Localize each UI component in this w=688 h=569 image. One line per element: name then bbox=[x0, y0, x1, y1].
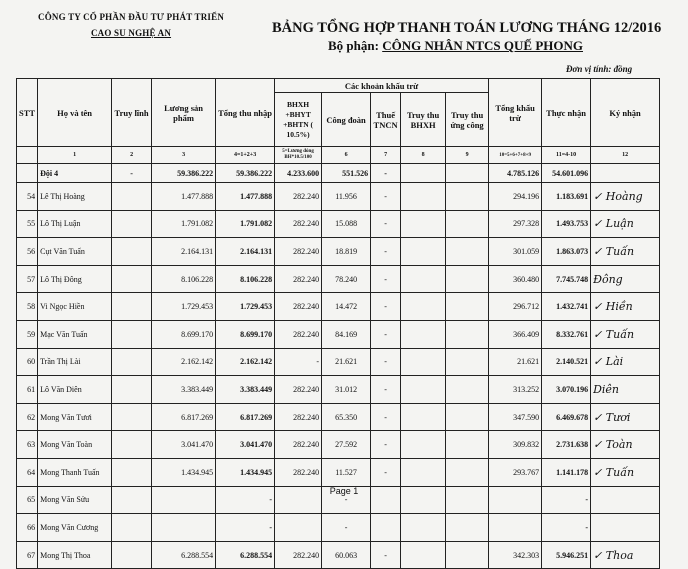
row-truy-thu-bhxh bbox=[401, 514, 446, 542]
group-truy-thu-ung bbox=[446, 164, 489, 183]
table-row bbox=[17, 265, 660, 293]
row-bhxh: 282.240 bbox=[275, 431, 322, 459]
row-thue: - bbox=[371, 183, 401, 211]
row-cong-doan: - bbox=[322, 486, 371, 514]
row-truy-linh bbox=[112, 376, 152, 404]
table-row bbox=[17, 403, 660, 431]
row-bhxh: 282.240 bbox=[275, 238, 322, 266]
row-tong: 6.817.269 bbox=[216, 403, 275, 431]
row-truy-thu-ung bbox=[446, 458, 489, 486]
row-name: Lê Thị Hoàng bbox=[38, 183, 112, 211]
header-luong-san-pham: Lương sản phẩm bbox=[152, 79, 216, 147]
row-name: Mạc Văn Tuấn bbox=[38, 320, 112, 348]
row-tong-khau-tru: 297.328 bbox=[489, 210, 542, 238]
row-thue: - bbox=[371, 403, 401, 431]
row-truy-thu-bhxh bbox=[401, 210, 446, 238]
row-tong: 3.383.449 bbox=[216, 376, 275, 404]
row-tong: - bbox=[216, 514, 275, 542]
row-cong-doan: 21.621 bbox=[322, 348, 371, 376]
row-bhxh: 282.240 bbox=[275, 541, 322, 569]
row-cong-doan: 11.527 bbox=[322, 458, 371, 486]
header-khau-tru-group: Các khoản khấu trừ bbox=[275, 79, 489, 93]
row-luong-sp: 1.434.945 bbox=[152, 458, 216, 486]
col-number: 3 bbox=[152, 147, 216, 164]
group-truy-linh: - bbox=[112, 164, 152, 183]
row-name: Mong Văn Tươi bbox=[38, 403, 112, 431]
row-luong-sp: 3.383.449 bbox=[152, 376, 216, 404]
row-thuc-nhan: 5.946.251 bbox=[542, 541, 591, 569]
row-thuc-nhan: - bbox=[542, 486, 591, 514]
row-name: Mong Văn Toàn bbox=[38, 431, 112, 459]
row-cong-doan: 15.088 bbox=[322, 210, 371, 238]
row-tong-khau-tru: 293.767 bbox=[489, 458, 542, 486]
row-tong-khau-tru: 342.303 bbox=[489, 541, 542, 569]
row-thue: - bbox=[371, 348, 401, 376]
row-signature bbox=[591, 514, 660, 542]
row-truy-thu-ung bbox=[446, 376, 489, 404]
col-number: 5=Lương đóng BH*10.5/100 bbox=[275, 147, 322, 164]
row-truy-thu-ung bbox=[446, 403, 489, 431]
header-cong-doan: Công đoàn bbox=[322, 93, 371, 147]
row-luong-sp: 6.817.269 bbox=[152, 403, 216, 431]
row-thue: - bbox=[371, 320, 401, 348]
table-row bbox=[17, 348, 660, 376]
row-luong-sp: 8.699.170 bbox=[152, 320, 216, 348]
row-cong-doan: 11.956 bbox=[322, 183, 371, 211]
row-signature: Đông bbox=[591, 265, 660, 293]
department-label: Bộ phận: bbox=[328, 38, 379, 53]
header-truy-thu-ung: Truy thu ứng công bbox=[446, 93, 489, 147]
row-truy-thu-ung bbox=[446, 514, 489, 542]
row-stt: 59 bbox=[17, 320, 38, 348]
group-row bbox=[17, 164, 660, 183]
row-tong-khau-tru: 360.480 bbox=[489, 265, 542, 293]
row-tong-khau-tru: 296.712 bbox=[489, 293, 542, 321]
row-tong: 1.729.453 bbox=[216, 293, 275, 321]
row-tong-khau-tru: 347.590 bbox=[489, 403, 542, 431]
row-truy-thu-bhxh bbox=[401, 541, 446, 569]
row-cong-doan: 31.012 bbox=[322, 376, 371, 404]
row-tong: 1.477.888 bbox=[216, 183, 275, 211]
row-bhxh: 282.240 bbox=[275, 293, 322, 321]
row-tong-khau-tru: 21.621 bbox=[489, 348, 542, 376]
row-truy-thu-ung bbox=[446, 265, 489, 293]
row-bhxh bbox=[275, 514, 322, 542]
header-ky-nhan: Ký nhận bbox=[591, 79, 660, 147]
row-tong: 2.162.142 bbox=[216, 348, 275, 376]
row-cong-doan: 65.350 bbox=[322, 403, 371, 431]
row-name: Mong Thanh Tuấn bbox=[38, 458, 112, 486]
row-luong-sp: 1.729.453 bbox=[152, 293, 216, 321]
row-truy-thu-ung bbox=[446, 431, 489, 459]
row-tong: 8.106.228 bbox=[216, 265, 275, 293]
header-truy-thu-bhxh: Truy thu BHXH bbox=[401, 93, 446, 147]
document-title: BẢNG TỔNG HỢP THANH TOÁN LƯƠNG THÁNG 12/2016 bbox=[272, 20, 662, 36]
row-thuc-nhan: 1.183.691 bbox=[542, 183, 591, 211]
row-thuc-nhan: 8.332.761 bbox=[542, 320, 591, 348]
col-number: 10=5+6+7+8+9 bbox=[489, 147, 542, 164]
row-thuc-nhan: 1.493.753 bbox=[542, 210, 591, 238]
row-bhxh: 282.240 bbox=[275, 376, 322, 404]
row-truy-thu-ung bbox=[446, 541, 489, 569]
row-stt: 66 bbox=[17, 514, 38, 542]
row-truy-linh bbox=[112, 431, 152, 459]
row-thue: - bbox=[371, 431, 401, 459]
row-cong-doan: 14.472 bbox=[322, 293, 371, 321]
row-signature: ✓ Tuấn bbox=[591, 320, 660, 348]
header-truy-linh: Truy lĩnh bbox=[112, 79, 152, 147]
row-truy-linh bbox=[112, 183, 152, 211]
row-truy-thu-ung bbox=[446, 183, 489, 211]
row-thue: - bbox=[371, 265, 401, 293]
col-number: 2 bbox=[112, 147, 152, 164]
row-signature: ✓ Tươi bbox=[591, 403, 660, 431]
department-line bbox=[328, 38, 583, 54]
row-tong-khau-tru: 294.196 bbox=[489, 183, 542, 211]
header-name: Họ và tên bbox=[38, 79, 112, 147]
row-tong: 8.699.170 bbox=[216, 320, 275, 348]
row-tong: 6.288.554 bbox=[216, 541, 275, 569]
row-name: Vi Ngọc Hiền bbox=[38, 293, 112, 321]
col-number: 9 bbox=[446, 147, 489, 164]
row-name: Lô Văn Diên bbox=[38, 376, 112, 404]
group-truy-thu-bhxh bbox=[401, 164, 446, 183]
currency-unit: Đơn vị tính: đồng bbox=[566, 64, 633, 74]
row-cong-doan: 60.063 bbox=[322, 541, 371, 569]
row-bhxh: 282.240 bbox=[275, 403, 322, 431]
row-truy-thu-bhxh bbox=[401, 238, 446, 266]
row-truy-linh bbox=[112, 320, 152, 348]
row-thue: - bbox=[371, 458, 401, 486]
row-name: Cụt Văn Tuấn bbox=[38, 238, 112, 266]
row-thuc-nhan: 1.863.073 bbox=[542, 238, 591, 266]
row-stt: 62 bbox=[17, 403, 38, 431]
row-luong-sp: 8.106.228 bbox=[152, 265, 216, 293]
row-signature: ✓ Thoa bbox=[591, 541, 660, 569]
row-name: Lô Thị Luận bbox=[38, 210, 112, 238]
row-tong: - bbox=[216, 486, 275, 514]
header-tong-thu-nhap: Tổng thu nhập bbox=[216, 79, 275, 147]
row-stt: 61 bbox=[17, 376, 38, 404]
col-number: 1 bbox=[38, 147, 112, 164]
group-bhxh: 4.233.600 bbox=[275, 164, 322, 183]
department-value: CÔNG NHÂN NTCS QUẾ PHONG bbox=[382, 38, 583, 53]
row-truy-thu-bhxh bbox=[401, 458, 446, 486]
row-luong-sp: 3.041.470 bbox=[152, 431, 216, 459]
row-truy-linh bbox=[112, 514, 152, 542]
row-signature: ✓ Hoàng bbox=[591, 183, 660, 211]
row-name: Lô Thị Đông bbox=[38, 265, 112, 293]
row-truy-thu-ung bbox=[446, 348, 489, 376]
row-tong-khau-tru: 301.059 bbox=[489, 238, 542, 266]
row-tong: 1.791.082 bbox=[216, 210, 275, 238]
header-tong-khau-tru: Tổng khấu trừ bbox=[489, 79, 542, 147]
row-stt: 58 bbox=[17, 293, 38, 321]
row-truy-thu-bhxh bbox=[401, 265, 446, 293]
row-stt: 65 bbox=[17, 486, 38, 514]
row-stt: 54 bbox=[17, 183, 38, 211]
row-cong-doan: - bbox=[322, 514, 371, 542]
row-name: Mong Thị Thoa bbox=[38, 541, 112, 569]
row-signature: ✓ Hiền bbox=[591, 293, 660, 321]
row-cong-doan: 78.240 bbox=[322, 265, 371, 293]
table-row bbox=[17, 183, 660, 211]
row-name: Trần Thị Lài bbox=[38, 348, 112, 376]
group-thuc-nhan: 54.601.096 bbox=[542, 164, 591, 183]
table-row bbox=[17, 320, 660, 348]
row-truy-linh bbox=[112, 293, 152, 321]
row-truy-linh bbox=[112, 210, 152, 238]
table-row bbox=[17, 210, 660, 238]
group-thue: - bbox=[371, 164, 401, 183]
group-cong-doan: 551.526 bbox=[322, 164, 371, 183]
company-name bbox=[38, 12, 224, 38]
row-cong-doan: 18.819 bbox=[322, 238, 371, 266]
row-truy-thu-bhxh bbox=[401, 431, 446, 459]
col-number: 6 bbox=[322, 147, 371, 164]
row-truy-thu-bhxh bbox=[401, 293, 446, 321]
row-signature: ✓ Tuấn bbox=[591, 238, 660, 266]
column-number-row bbox=[17, 147, 660, 164]
row-luong-sp bbox=[152, 514, 216, 542]
col-number: 8 bbox=[401, 147, 446, 164]
row-tong: 1.434.945 bbox=[216, 458, 275, 486]
row-bhxh: 282.240 bbox=[275, 183, 322, 211]
row-thuc-nhan: 6.469.678 bbox=[542, 403, 591, 431]
row-truy-thu-ung bbox=[446, 210, 489, 238]
row-truy-thu-ung bbox=[446, 293, 489, 321]
row-truy-linh bbox=[112, 238, 152, 266]
row-thue: - bbox=[371, 293, 401, 321]
row-thuc-nhan: 1.141.178 bbox=[542, 458, 591, 486]
row-bhxh: - bbox=[275, 348, 322, 376]
company-line-1: CÔNG TY CỔ PHẦN ĐẦU TƯ PHÁT TRIỂN bbox=[38, 12, 225, 22]
row-stt: 60 bbox=[17, 348, 38, 376]
row-tong-khau-tru: 366.409 bbox=[489, 320, 542, 348]
row-thuc-nhan: - bbox=[542, 514, 591, 542]
row-name: Mong Văn Sửu bbox=[38, 486, 112, 514]
row-truy-linh bbox=[112, 348, 152, 376]
row-truy-thu-ung bbox=[446, 238, 489, 266]
row-luong-sp: 2.164.131 bbox=[152, 238, 216, 266]
col-number: 11=4-10 bbox=[542, 147, 591, 164]
row-truy-thu-bhxh bbox=[401, 348, 446, 376]
row-thue: - bbox=[371, 210, 401, 238]
row-tong: 2.164.131 bbox=[216, 238, 275, 266]
row-luong-sp: 1.791.082 bbox=[152, 210, 216, 238]
row-stt: 56 bbox=[17, 238, 38, 266]
row-luong-sp: 6.288.554 bbox=[152, 541, 216, 569]
row-luong-sp: 2.162.142 bbox=[152, 348, 216, 376]
employee-rows bbox=[17, 183, 660, 569]
header-thuc-nhan: Thực nhận bbox=[542, 79, 591, 147]
row-cong-doan: 84.169 bbox=[322, 320, 371, 348]
group-name: Đội 4 bbox=[38, 164, 112, 183]
row-stt: 63 bbox=[17, 431, 38, 459]
row-bhxh: 282.240 bbox=[275, 210, 322, 238]
row-bhxh: 282.240 bbox=[275, 265, 322, 293]
row-thuc-nhan: 1.432.741 bbox=[542, 293, 591, 321]
row-truy-linh bbox=[112, 541, 152, 569]
row-signature: Diên bbox=[591, 376, 660, 404]
table-row bbox=[17, 238, 660, 266]
page-number: Page 1 bbox=[329, 486, 359, 496]
row-tong: 3.041.470 bbox=[216, 431, 275, 459]
row-tong-khau-tru: 313.252 bbox=[489, 376, 542, 404]
row-thue: - bbox=[371, 541, 401, 569]
col-number: 7 bbox=[371, 147, 401, 164]
header-stt: STT bbox=[17, 79, 38, 147]
row-tong-khau-tru: 309.832 bbox=[489, 431, 542, 459]
col-number: 12 bbox=[591, 147, 660, 164]
row-thuc-nhan: 3.070.196 bbox=[542, 376, 591, 404]
table-row bbox=[17, 458, 660, 486]
table-row bbox=[17, 541, 660, 569]
row-truy-linh bbox=[112, 265, 152, 293]
row-thue: - bbox=[371, 376, 401, 404]
row-bhxh: 282.240 bbox=[275, 320, 322, 348]
row-truy-thu-bhxh bbox=[401, 403, 446, 431]
header-thue: Thuế TNCN bbox=[371, 93, 401, 147]
row-truy-thu-bhxh bbox=[401, 320, 446, 348]
row-signature: ✓ Luận bbox=[591, 210, 660, 238]
row-thuc-nhan: 2.731.638 bbox=[542, 431, 591, 459]
row-truy-linh bbox=[112, 458, 152, 486]
table-row bbox=[17, 293, 660, 321]
col-number: 4=1+2+3 bbox=[216, 147, 275, 164]
company-line-2: CAO SU NGHỆ AN bbox=[90, 28, 172, 38]
row-stt: 64 bbox=[17, 458, 38, 486]
group-tong-khau-tru: 4.785.126 bbox=[489, 164, 542, 183]
row-thue: - bbox=[371, 238, 401, 266]
row-signature: ✓ Lài bbox=[591, 348, 660, 376]
group-luong-sp: 59.386.222 bbox=[152, 164, 216, 183]
row-cong-doan: 27.592 bbox=[322, 431, 371, 459]
row-thue bbox=[371, 514, 401, 542]
row-bhxh: 282.240 bbox=[275, 458, 322, 486]
table-row bbox=[17, 376, 660, 404]
group-tong: 59.386.222 bbox=[216, 164, 275, 183]
header-bhxh: BHXH +BHYT +BHTN ( 10.5%) bbox=[275, 93, 322, 147]
row-signature: ✓ Tuấn bbox=[591, 458, 660, 486]
row-truy-linh bbox=[112, 403, 152, 431]
row-thuc-nhan: 2.140.521 bbox=[542, 348, 591, 376]
row-truy-thu-bhxh bbox=[401, 183, 446, 211]
row-name: Mong Văn Cương bbox=[38, 514, 112, 542]
table-row bbox=[17, 514, 660, 542]
row-stt: 67 bbox=[17, 541, 38, 569]
row-stt: 55 bbox=[17, 210, 38, 238]
row-tong-khau-tru bbox=[489, 514, 542, 542]
row-signature: ✓ Toàn bbox=[591, 431, 660, 459]
table-row bbox=[17, 431, 660, 459]
row-truy-thu-bhxh bbox=[401, 376, 446, 404]
row-stt: 57 bbox=[17, 265, 38, 293]
row-thuc-nhan: 7.745.748 bbox=[542, 265, 591, 293]
group-ky-nhan bbox=[591, 164, 660, 183]
row-luong-sp: 1.477.888 bbox=[152, 183, 216, 211]
row-truy-thu-ung bbox=[446, 320, 489, 348]
